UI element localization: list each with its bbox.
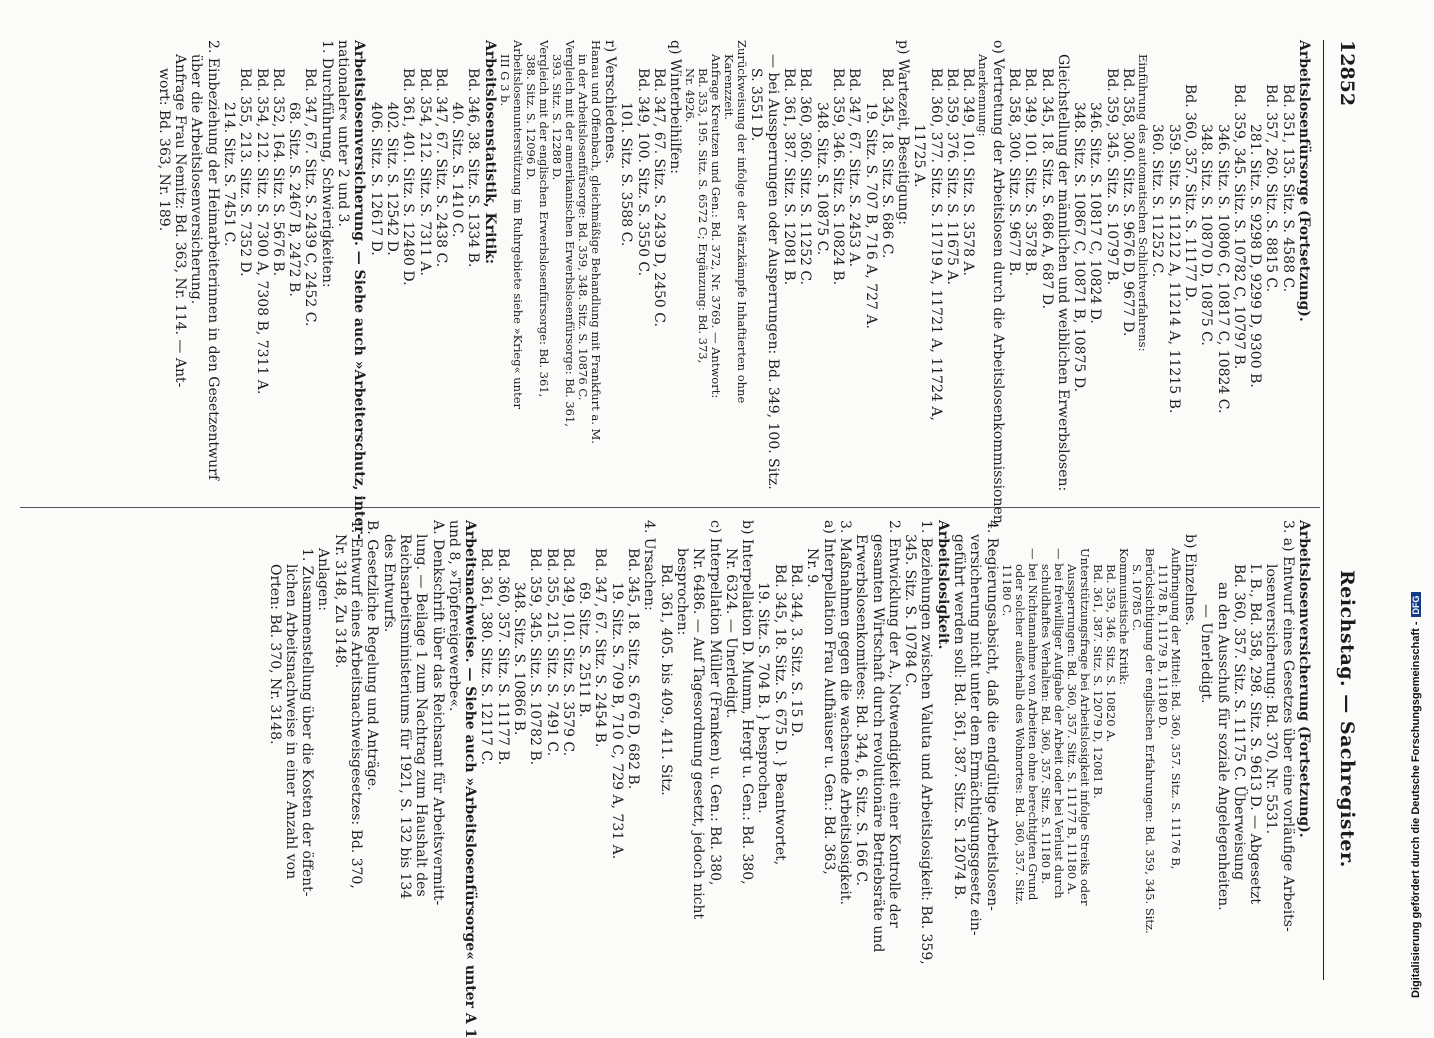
index-line: 1. Durchführung, Schwierigkeiten: — [318, 40, 335, 288]
index-line: Bd. 347, 67. Sitz. S. 2438 C. — [432, 68, 449, 268]
index-line: Bd. 360, 360. Sitz. S. 11252 C. — [797, 68, 814, 286]
index-line: Bd. 359, 346. Sitz. S. 10824 B. — [829, 68, 846, 286]
index-line: Vergleich mit der englischen Erwerbslosenfürsorge: Bd. 361, — [536, 40, 551, 398]
rotated-page-content — [20, 40, 1360, 1038]
index-line: Arbeitslosenstatistik, Kritik: — [481, 40, 498, 265]
index-line: Bd. 344, 3. Sitz. S. 15 D. — [788, 564, 805, 737]
index-line: 1. Entwurf eines Arbeitsnachweisgesetzes: Bd. 370, — [348, 520, 365, 889]
index-line: 348. Sitz. S. 10867 C, 10871 B, 10875 D. — [1071, 102, 1088, 393]
index-line: Bd. 352, 164. Sitz. S. 5676 B. — [269, 68, 286, 277]
index-line: lung. — Beilage 1 zum Nachtrag zum Haushalt des — [413, 534, 430, 897]
index-line: a) Interpellation Frau Aufhäuser u. Gen.: Bd. 363, — [820, 520, 837, 875]
index-line: 346. Sitz. S. 10817 C, 10824 D. — [1087, 102, 1104, 324]
page-title: Reichstag. — Sachregister. — [1336, 570, 1358, 868]
index-line: 68. Sitz. S. 2467 B, 2472 B. — [286, 102, 303, 297]
index-line: Anfrage Frau Nemitz: Bd. 363, Nr. 114. — Ant- — [172, 54, 189, 388]
index-line: 3. a) Entwurf eines Gesetzes über eine vorläufige Arbeits- — [1279, 520, 1296, 932]
index-line: 360. Sitz. S. 11252 C. — [1149, 124, 1166, 278]
index-line: S. 3551 D. — [748, 68, 765, 142]
index-line: Aufbringung der Mittel: Bd. 360, 357. Sitz. S. 11176 B, — [1168, 548, 1183, 870]
index-line: gesamten Wirtschaft durch revolutionäre Betriebsräte und — [869, 534, 886, 953]
index-line: Bd. 349, 100. Sitz. S. 3550 C. — [634, 68, 651, 277]
index-line: Bd. 345, 18. Sitz. S. 676 D, 682 B. — [625, 548, 642, 790]
index-line: 4. Regierungsabsicht, daß die endgültige Arbeitslosen- — [983, 520, 1000, 911]
left-column — [155, 40, 1312, 540]
index-line: 40. Sitz. S. 1410 C. — [449, 102, 466, 238]
index-line: 402. Sitz. S. 12542 D. — [383, 102, 400, 256]
index-line: 348. Sitz. S. 10866 B. — [511, 582, 528, 736]
index-line: 346. Sitz. S. 10806 C, 10817 C, 10824 C. — [1214, 124, 1231, 414]
index-line: B. Gesetzliche Regelung und Anträge. — [364, 520, 381, 791]
index-line: 69. Sitz. S. 2511 B. — [576, 582, 593, 718]
index-line: Anlagen: — [315, 548, 332, 611]
index-line: 19. Sitz. S. 707 B, 716 A, 727 A. — [862, 102, 879, 329]
index-line: Bd. 359, 346. Sitz. S. 10820 A. — [1103, 564, 1118, 743]
page-number: 12852 — [1336, 40, 1358, 107]
index-line: in der Arbeitslosenfürsorge: Bd. 359, 348. Sitz. S. 10876 C. — [575, 54, 590, 401]
index-line: Bd. 349, 101. Sitz. S. 3578 A. — [960, 68, 977, 276]
index-line: geführt werden soll: Bd. 361, 387. Sitz. S. 12074 B. — [951, 534, 968, 900]
index-line: Bd. 360, 357. Sitz. S. 11175 C. Überweisung — [1230, 564, 1247, 881]
index-line: oder solcher außerhalb des Wohnortes: Bd. 360, 357. Sitz. — [1012, 564, 1027, 906]
index-line: Vergleich mit der amerikanischen Erwerbslosenfürsorge: Bd. 361, — [562, 40, 577, 427]
index-line: Bd. 359, 376. Sitz. S. 11675 A. — [944, 68, 961, 285]
index-line: Bd. 349, 101. Sitz. S. 3578 B. — [1022, 68, 1039, 277]
index-line: c) Interpellation Müller (Franken) u. Gen.: Bd. 380, — [706, 520, 723, 886]
index-line: wort: Bd. 363, Nr. 189. — [155, 68, 172, 232]
index-line: versicherung nicht unter dem Ermächtigungsgesetz ein- — [967, 534, 984, 936]
right-column — [266, 520, 1312, 1038]
index-line: A. Denkschrift über das Reichsamt für Arbeitsvermitt- — [429, 520, 446, 906]
index-line: Bd. 347, 67. Sitz. S. 2439 C, 2452 C. — [302, 68, 319, 327]
index-line: 406. Sitz. S. 12617 D. — [367, 102, 384, 256]
index-line: Bd. 346, 38. Sitz. S. 1334 B. — [465, 68, 482, 268]
index-line: Hanau und Offenbach, gleichmäßige Behandlung mit Frankfurt a. M. — [588, 40, 603, 444]
index-line: Aussperrungen: Bd. 360, 357. Sitz. S. 11177 B, 11180 A. — [1064, 564, 1079, 895]
index-line: 359. Sitz. S. 11212 A, 11214 A, 11215 B. — [1165, 124, 1182, 414]
index-line: 101. Sitz. S. 3588 C. — [618, 102, 635, 247]
header-rule — [1323, 40, 1324, 980]
index-line: des Entwurfs. — [380, 534, 397, 633]
index-line: — Unerledigt. — [1198, 604, 1215, 704]
index-line: Bd. 355, 213. Sitz. S. 7352 D. — [237, 68, 254, 277]
index-line: 1. Zusammenstellung über die Kosten der öffent- — [299, 548, 316, 897]
index-line: Bd. 345, 18. Sitz. S. 686 A, 687 D. — [1038, 68, 1055, 309]
index-line: r) Verschiedenes. — [602, 40, 619, 164]
index-line: Bd. 358, 300. Sitz. S. 9677 B. — [1005, 68, 1022, 277]
index-line: Anerkennung: — [976, 54, 991, 137]
index-line: — bei Aussperrungen oder Ausperrungen: Bd. 349, 100. Sitz. — [764, 54, 781, 490]
index-line: 388. Sitz. S. 12096 D. — [523, 54, 538, 181]
index-line: Bd. 361, 387. Sitz. S. 12079 D, 12081 B. — [1090, 564, 1105, 799]
index-line: 393. Sitz. S. 12288 D. — [549, 54, 564, 181]
index-line: Bd. 361, 405. bis 409., 411. Sitz. — [657, 564, 674, 796]
index-line: p) Wartezeit, Beseitigung: — [895, 40, 912, 225]
index-line: Arbeitsnachweise. — Siehe auch »Arbeitslosenfürsorge« unter A 1 — [462, 520, 479, 1038]
index-line: 348. Sitz. S. 10875 C. — [813, 102, 830, 256]
footer-credit-text: Digitalisierung gefördert durch die Deutsche Forschungsgemeinschaft - — [1410, 621, 1422, 998]
index-line: III G 3 b. — [497, 54, 512, 107]
index-line: Bd. 353, 195. Sitz. S. 6572 C; Ergänzung: Bd. 373, — [696, 68, 711, 364]
column-divider — [20, 507, 1320, 508]
index-line: q) Winterbeihilfen: — [667, 40, 684, 175]
index-line: Arbeitslosenversicherung. — Siehe auch »Arbeiterschutz, inter- — [351, 40, 368, 540]
index-line: nationaler« unter 2 und 3. — [335, 40, 352, 227]
index-line: Reichsarbeitsministeriums für 1921, S. 132 bis 134 — [396, 534, 413, 900]
index-line: Nr. 6324. — Unerledigt. — [722, 548, 739, 719]
index-line: 214. Sitz. S. 7451 C. — [220, 102, 237, 247]
index-line: Bd. 345, 18. Sitz. S. 686 C. — [878, 68, 895, 259]
index-line: Bd. 347, 67. Sitz. S. 2454 B. — [592, 548, 609, 748]
index-line: 2. Einbeziehung der Heimarbeiterinnen in den Gesetzentwurf — [204, 40, 221, 481]
index-line: Bd. 357, 260. Sitz. S. 8815 C. — [1263, 84, 1280, 293]
index-line: Gleichstellung der männlichen und weiblichen Erwerbslosen: — [1054, 54, 1071, 492]
index-line: Bd. 345, 18. Sitz. S. 675 D. } Beantwortet, — [771, 564, 788, 866]
index-line: 281. Sitz. S. 9298 D, 9299 D, 9300 B. — [1247, 124, 1264, 388]
dfg-logo: DFG — [1411, 592, 1421, 617]
index-line: — bei freiwilliger Aufgabe der Arbeit oder bei Verlust durch — [1051, 548, 1066, 899]
index-line: Zurückweisung der infolge der Märzkämpfe Inhaftierten ohne — [735, 40, 750, 404]
index-line: Bd. 354, 212. Sitz. S. 7311 A. — [416, 68, 433, 276]
index-line: Bd. 361, 387. Sitz. S. 12081 B. — [781, 68, 798, 286]
index-line: I. B., Bd. 358, 298. Sitz. S. 9613 D. — Abgesetzt — [1247, 564, 1264, 904]
index-line: 19. Sitz. S. 709 B, 710 C, 729 A, 731 A. — [608, 582, 625, 860]
page-header — [1320, 40, 1360, 980]
index-line: Nr. 6486. — Auf Tagesordnung gesetzt, jedoch nicht — [690, 548, 707, 920]
index-line: Bd. 347, 67. Sitz. S. 2439 D, 2450 C. — [650, 68, 667, 327]
index-line: Unterstützungsfrage bei Arbeitslosigkeit infolge Streiks oder — [1077, 548, 1092, 906]
index-line: und 8, »Töpfereigewerbe«. — [445, 520, 462, 712]
index-line: Bd. 361, 380. Sitz. S. 12117 C. — [478, 548, 495, 766]
index-line: Bd. 359, 345. Sitz. S. 10782 B. — [527, 548, 544, 766]
index-line: Anfrage Kreutzen und Gen.: Bd. 372, Nr. 3769. — Antwort: — [709, 54, 724, 399]
index-line: 3. Maßnahmen gegen die wachsende Arbeitslosigkeit. — [836, 520, 853, 905]
index-line: 11178 B, 11179 B, 11180 D. — [1155, 564, 1170, 729]
index-line: losenversicherung: Bd. 370, Nr. 5531. — [1263, 564, 1280, 835]
index-line: Berücksichtigung der englischen Erfahrungen: Bd. 359, 345. Sitz. — [1142, 548, 1157, 934]
index-line: 4. Ursachen: — [641, 520, 658, 611]
index-line: Bd. 347, 67. Sitz. S. 2453 A. — [846, 68, 863, 268]
index-line: 2. Entwicklung der A., Notwendigkeit einer Kontrolle der — [885, 520, 902, 928]
index-line: an den Ausschuß für soziale Angelegenheiten. — [1214, 582, 1231, 911]
index-line: Arbeitslosenversicherung (Fortsetzung). — [1296, 520, 1312, 838]
index-line: 19. Sitz. S. 704 B. } besprochen. — [755, 582, 772, 814]
index-line: Nr. 4926. — [683, 68, 698, 123]
index-line: Bd. 355, 215. Sitz. S. 7491 C. — [543, 548, 560, 757]
index-line: 348. Sitz. S. 10870 D, 10875 C. — [1198, 124, 1215, 346]
index-line: Kommunistische Kritik: — [1116, 548, 1131, 685]
index-line: Bd. 358, 300. Sitz. S. 9676 D, 9677 D. — [1120, 68, 1137, 337]
index-line: Bd. 360, 377. Sitz. S. 11719 A, 11721 A, 11724 A, — [927, 68, 944, 421]
index-line: über die Arbeitslosenversicherung. — [188, 54, 205, 305]
index-line: 11180 C. — [999, 564, 1014, 617]
index-line: o) Vertretung der Arbeitslosen durch die Arbeitslosenkommissionen, — [989, 40, 1006, 529]
index-line: b) Einzelnes. — [1181, 534, 1198, 626]
index-line: 11725 A. — [911, 124, 928, 188]
index-line: Orten: Bd. 370, Nr. 3148. — [266, 564, 283, 745]
index-line: 1. Beziehungen zwischen Valuta und Arbeitslosigkeit: Bd. 359, — [918, 520, 935, 965]
index-line: lichen Arbeitsnachweise in einer Anzahl von — [282, 564, 299, 880]
index-line: 345. Sitz. S. 10784 C. — [902, 534, 919, 688]
index-line: Bd. 359, 345. Sitz. S. 10782 C, 10797 B. — [1230, 84, 1247, 370]
index-line: Bd. 351, 135. Sitz. S. 4588 C. — [1279, 84, 1296, 293]
index-line: Bd. 354, 212. Sitz. S. 7300 A, 7308 B, 7311 A. — [253, 68, 270, 395]
index-line: Bd. 360, 357. Sitz. S. 11177 B. — [494, 548, 511, 766]
index-line: schuldhaftes Verhalten: Bd. 360, 357. Sitz. S. 11180 B. — [1038, 564, 1053, 884]
index-line: Erwerbslosenkomitees: Bd. 344, 6. Sitz. S. 166 C. — [853, 534, 870, 887]
index-line: Bd. 359, 345. Sitz. S. 10797 B. — [1103, 68, 1120, 286]
index-line: Nr. 3148, Zu 3148. — [331, 534, 348, 669]
index-line: Arbeitslosenfürsorge (Fortsetzung). — [1296, 40, 1312, 322]
index-line: Nr. 9. — [804, 548, 821, 588]
index-line: Karenzzeit. — [722, 54, 737, 121]
footer-credit — [1410, 592, 1422, 998]
index-line: Bd. 349, 101. Sitz. S. 3579 C. — [559, 548, 576, 757]
index-line: Arbeitslosigkeit. — [934, 520, 951, 650]
index-line: b) Interpellation D. Mumm, Hergt u. Gen.: Bd. 380, — [739, 520, 756, 885]
index-line: Arbeitslosenunterstützung im Ruhrgebiete siehe »Krieg« unter — [510, 40, 525, 410]
index-line: Bd. 361, 401. Sitz. S. 12480 D. — [400, 68, 417, 286]
index-line: — bei Nichtannahme von Arbeiten ohne berechtigten Grund — [1025, 548, 1040, 901]
index-line: Bd. 360, 357. Sitz. S. 11177 D. — [1181, 84, 1198, 302]
index-line: Einführung des automatischen Schlichtverfahrens: — [1136, 54, 1151, 352]
index-line: S. 10785 C. — [1129, 564, 1144, 632]
index-line: besprochen: — [673, 548, 690, 636]
